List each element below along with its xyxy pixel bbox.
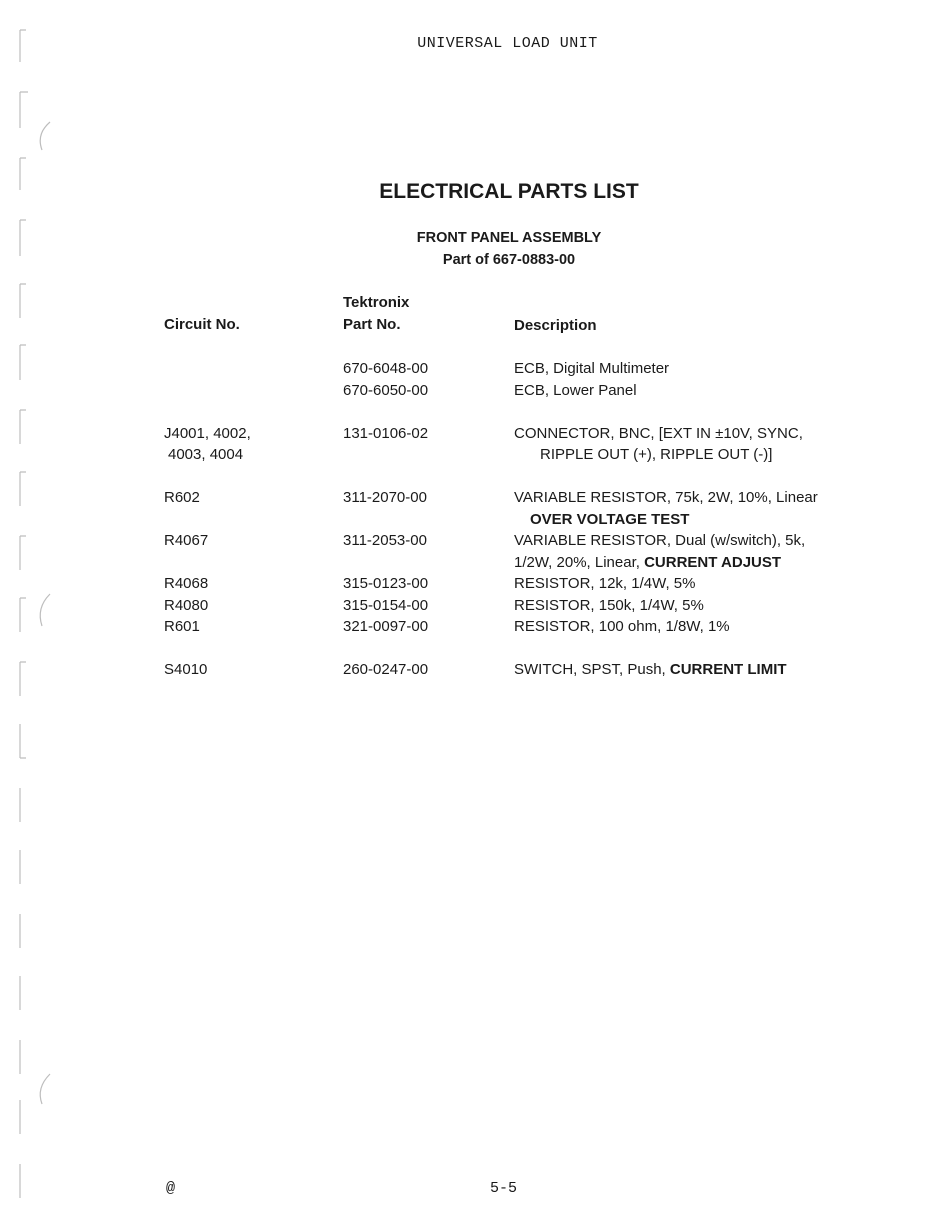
circuit-cell: R4080 <box>164 597 209 614</box>
description-bold-text: CURRENT LIMIT <box>669 661 787 678</box>
description-cell <box>514 552 781 574</box>
part-number-cell: 315-0123-00 <box>343 575 429 592</box>
description-cell: RESISTOR, 150k, 1/4W, 5% <box>514 597 704 614</box>
page-title: ELECTRICAL PARTS LIST <box>379 180 639 203</box>
description-cell: ECB, Digital Multimeter <box>514 360 670 377</box>
circuit-cell: R4067 <box>164 532 209 549</box>
column-header-part-no: Part No. <box>343 316 401 333</box>
circuit-cell: J4001, 4002, <box>164 425 251 442</box>
column-header-circuit: Circuit No. <box>164 316 240 333</box>
column-header-description: Description <box>514 317 597 334</box>
description-cell: RIPPLE OUT (+), RIPPLE OUT (-)] <box>540 446 773 463</box>
page-number: 5-5 <box>490 1180 518 1197</box>
part-number-cell: 311-2053-00 <box>343 532 427 549</box>
description-cell: CONNECTOR, BNC, [EXT IN ±10V, SYNC, <box>514 425 803 442</box>
description-text: SWITCH, SPST, Push, <box>514 661 666 678</box>
part-number-cell: 131-0106-02 <box>343 425 429 442</box>
part-number-cell: 670-6050-00 <box>343 382 429 399</box>
description-text: 1/2W, 20%, Linear, <box>514 554 640 571</box>
circuit-cell: S4010 <box>164 661 208 678</box>
description-cell: ECB, Lower Panel <box>514 382 637 399</box>
description-cell <box>514 659 787 681</box>
description-bold-text: CURRENT ADJUST <box>644 554 782 571</box>
part-number-cell: 670-6048-00 <box>343 360 429 377</box>
description-bold-cell: OVER VOLTAGE TEST <box>530 511 690 528</box>
column-header-tektronix: Tektronix <box>343 294 410 311</box>
description-cell: RESISTOR, 100 ohm, 1/8W, 1% <box>514 618 730 635</box>
part-number-cell: 260-0247-00 <box>343 661 429 678</box>
circuit-cell: R602 <box>164 489 200 506</box>
description-cell: VARIABLE RESISTOR, Dual (w/switch), 5k, <box>514 532 806 549</box>
circuit-cell: R601 <box>164 618 200 635</box>
circuit-cell: R4068 <box>164 575 209 592</box>
part-of-line: Part of 667-0883-00 <box>442 252 576 268</box>
part-number-cell: 315-0154-00 <box>343 597 429 614</box>
part-number-cell: 311-2070-00 <box>343 489 427 506</box>
description-cell: RESISTOR, 12k, 1/4W, 5% <box>514 575 696 592</box>
footer-mark: @ <box>166 1180 176 1197</box>
running-head: UNIVERSAL LOAD UNIT <box>417 35 598 52</box>
part-number-cell: 321-0097-00 <box>343 618 429 635</box>
assembly-subtitle: FRONT PANEL ASSEMBLY <box>416 230 602 246</box>
description-cell: VARIABLE RESISTOR, 75k, 2W, 10%, Linear <box>514 489 818 506</box>
circuit-cell: 4003, 4004 <box>168 446 244 463</box>
